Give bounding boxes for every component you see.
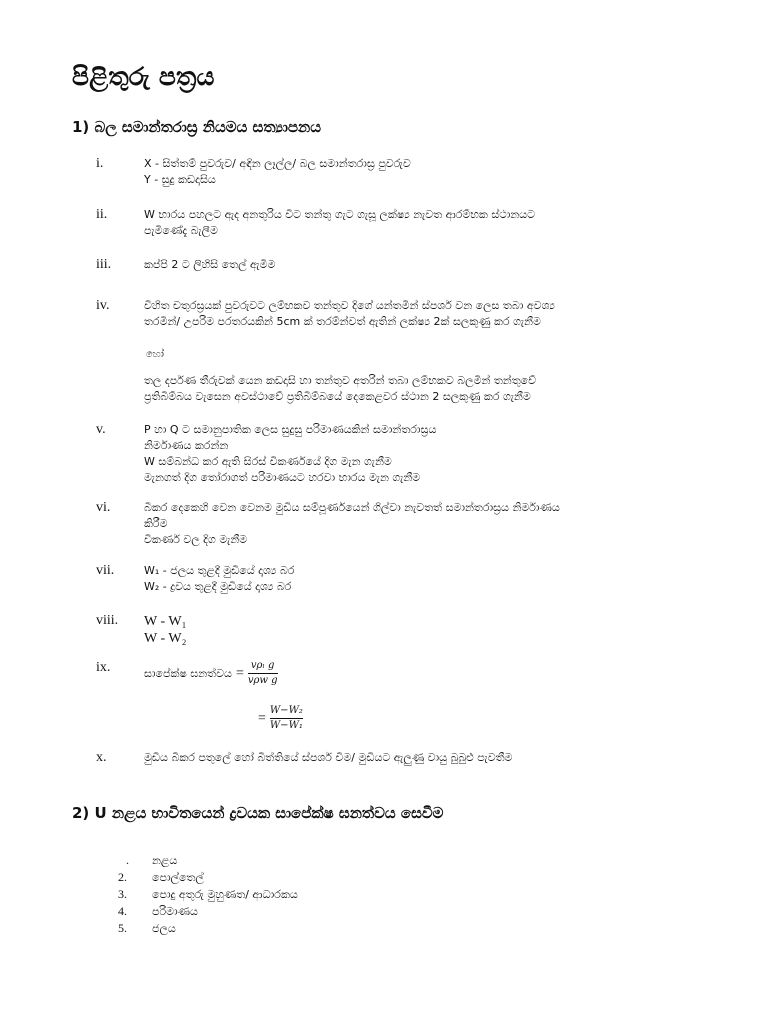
fraction-denominator: W−W₁ xyxy=(269,720,303,731)
item-line: කප්පි 2 ට ලිහිසි තෙල් ඇමීම xyxy=(144,258,276,271)
item-number: 2. xyxy=(118,870,127,884)
item-number: viii. xyxy=(96,613,119,628)
item-text: නළය xyxy=(152,854,178,867)
item-line: කිරීම xyxy=(144,517,168,530)
list-item xyxy=(118,852,298,869)
list-item xyxy=(118,886,298,903)
item-number: ii. xyxy=(96,207,108,222)
item-text: ජලය xyxy=(152,922,176,935)
section-2-list xyxy=(118,852,298,937)
item-number: 5. xyxy=(118,921,127,935)
page-title: පිළිතුරු පත්‍රය xyxy=(72,62,215,91)
or-label: හෝ xyxy=(146,349,164,360)
item-line: විකර්ණ වල දිග මැනීම xyxy=(144,533,248,546)
item-line: P හා Q ට සමානුපාතික ලෙස සුදුසු පරිමාණයකින් සමාන්තරාස්‍රය xyxy=(144,423,437,436)
item-line: W - W₂ xyxy=(144,631,187,646)
formula-label: සාපේක්ෂ ඝනත්වය xyxy=(144,666,232,680)
list-item xyxy=(118,903,298,920)
fraction-numerator: vρₗ g xyxy=(250,660,275,671)
item-line: මැනගත් දිග තෝරාගත් පරිමාණයට හරවා භාරය මැන ගැනීම xyxy=(144,471,421,484)
item-line: W - W₁ xyxy=(144,614,187,629)
formula-second-step xyxy=(258,705,303,732)
fraction xyxy=(270,705,303,732)
item-number: vi. xyxy=(96,500,111,515)
item-number: ix. xyxy=(96,660,111,675)
item-line: නිර්මාණය කරන්න xyxy=(144,439,229,452)
list-item xyxy=(118,920,298,937)
fraction-numerator: W−W₂ xyxy=(269,705,303,716)
item-line: බීකර දෙකෙහි වෙන වෙනම මුඩිය සම්පූර්ණයෙන් ගිල්වා නැවතත් සමාන්තරාස්‍රය නිර්මාණය xyxy=(144,501,560,514)
item-number: v. xyxy=(96,422,106,437)
item-number: 3. xyxy=(118,887,127,901)
equals-sign: = xyxy=(235,665,244,681)
item-line: ප්‍රතිබිම්බය වැසෙන අවස්ථාවේ ප්‍රතිබිම්බයේ දෙකෙළවර ස්ථාන 2 සලකුණු කර ගැනීම xyxy=(144,390,531,403)
fraction xyxy=(248,660,278,687)
item-text: පරිමාණය xyxy=(152,905,198,918)
fraction-bar xyxy=(248,673,278,674)
item-number: 4. xyxy=(118,904,127,918)
item-line: W₁ - ජලය තුළදී මුඩියේ දෘශ්‍ය බර xyxy=(144,564,295,577)
equals-sign: = xyxy=(258,710,266,726)
list-item xyxy=(118,869,298,886)
item-line: X - සිත්තම් පුවරුව/ අඳින ලෑල්ල/ බල සමාන්තරාස්‍ර පුවරුව xyxy=(144,157,411,170)
fraction-bar xyxy=(270,718,303,719)
item-line: පැමිණේදැ බැලීම xyxy=(144,224,218,237)
item-line: W භාරය පහලට ඇද අනතුරිය විට තන්තු ගැට ගැසූ ලක්ෂ්‍ය නැවත ආරම්භක ස්ථානයට xyxy=(144,208,536,221)
item-number: i. xyxy=(96,156,104,171)
item-line: තල දර්පණ තීරුවක් යෙන කඩදාසි හා තන්තුව අතරින් තබා ලම්භකව බලමින් තන්තුවේ xyxy=(144,374,537,387)
item-number: iii. xyxy=(96,257,112,272)
item-text: පොල්තෙල් xyxy=(152,871,204,884)
item-number: iv. xyxy=(96,298,110,313)
item-line: W₂ - ද්‍රවය තුළදී මුඩියේ දෘශ්‍ය බර xyxy=(144,580,292,593)
item-number: vii. xyxy=(96,563,115,578)
relative-density-formula xyxy=(144,660,278,687)
item-number: . xyxy=(126,853,129,867)
item-line: මුඩිය බීකර පතුලේ හෝ බිත්තියේ ස්පර්ශ වීම/ මුඩියට ඇලුණු වායු බුබුළු පැවතීම xyxy=(144,751,513,764)
item-line: W සම්බන්ධ කර ඇති සිරස් විකර්ණයේ දිග මැන ගැනීම xyxy=(144,455,392,468)
fraction-denominator: vρw g xyxy=(247,675,278,686)
item-text: පොදු අතුරු මුහුණත/ ආධාරකය xyxy=(152,888,298,901)
item-line: විහිත චතුරස්‍රයක් පුවරුවට ලම්භකව තන්තුව දිගේ යන්තමින් ස්පර්ශ වන ලෙස තබා අවශ්‍ය xyxy=(144,299,555,312)
item-number: x. xyxy=(96,750,107,765)
item-line: Y - සුදු කඩදාසිය xyxy=(144,173,216,186)
section-2-heading: 2) U නළය භාවිතයෙන් ද්‍රවයක සාපේක්ෂ ඝනත්වය සෙවීම xyxy=(72,804,444,822)
item-line: තරමින්/ උපරිම පරතරයකින් 5cm ක් තරම්න්වත් ඇතින් ලක්ෂ්‍ය 2ක් සලකුණු කර ගැනීම xyxy=(144,315,541,328)
section-1-heading: 1) බල සමාන්තරාස්‍ර නියමය සත්‍යාපනය xyxy=(72,118,322,136)
